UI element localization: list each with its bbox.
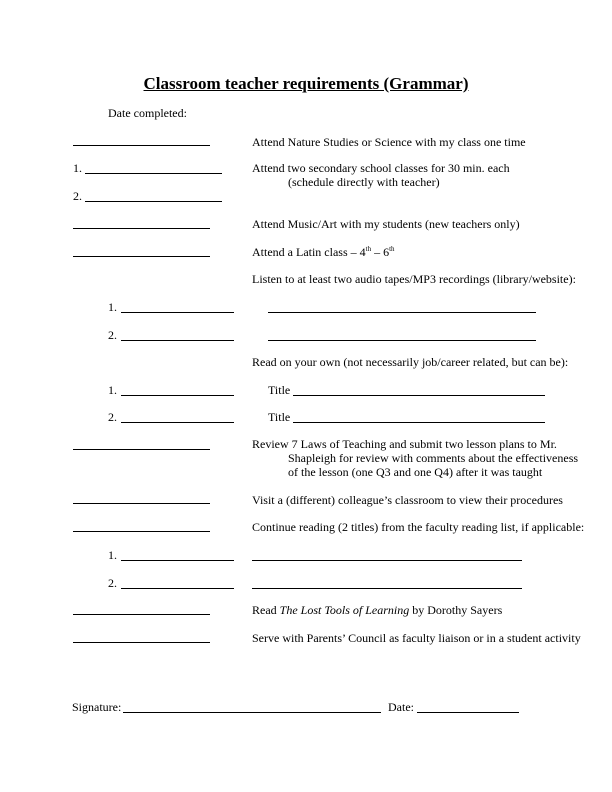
- req-music-art: Attend Music/Art with my students (new teachers only): [252, 217, 520, 231]
- completion-date-line-read-2[interactable]: [121, 422, 234, 423]
- audio-title-line-2[interactable]: [268, 340, 536, 341]
- completion-date-line-nature[interactable]: [73, 145, 210, 146]
- req-secondary-line2: (schedule directly with teacher): [288, 175, 440, 189]
- req-review-line3: of the lesson (one Q3 and one Q4) after it was taught: [288, 465, 543, 479]
- completion-date-line-faculty-1[interactable]: [121, 560, 234, 561]
- completion-date-line-music-art[interactable]: [73, 228, 210, 229]
- completion-date-line-review[interactable]: [73, 449, 210, 450]
- req-review-laws: [252, 437, 578, 479]
- req-visit-colleague: Visit a (different) colleague’s classroom to view their procedures: [252, 493, 563, 507]
- title-label: Title: [268, 383, 291, 397]
- req-nature-studies: Attend Nature Studies or Science with my class one time: [252, 135, 526, 149]
- book-title: The Lost Tools of Learning: [279, 603, 410, 617]
- number-label: 2.: [73, 189, 82, 203]
- completion-date-line-read-1[interactable]: [121, 395, 234, 396]
- number-label: 2.: [108, 576, 117, 590]
- req-continue-reading: Continue reading (2 titles) from the faculty reading list, if applicable:: [252, 520, 585, 534]
- title-label: Title: [268, 410, 291, 424]
- number-label: 1.: [108, 383, 117, 397]
- completion-date-line-lost-tools[interactable]: [73, 614, 210, 615]
- completion-date-line-visit[interactable]: [73, 503, 210, 504]
- req-review-line2: Shapleigh for review with comments about the effectiveness: [288, 451, 579, 465]
- req-secondary-classes: [252, 161, 510, 189]
- req-latin-class: Attend a Latin class – 4th – 6th: [252, 245, 395, 259]
- signature-label: Signature:: [72, 700, 122, 714]
- faculty-title-line-2[interactable]: [252, 588, 522, 589]
- signature-line[interactable]: [123, 712, 381, 713]
- audio-title-line-1[interactable]: [268, 312, 536, 313]
- faculty-title-line-1[interactable]: [252, 560, 522, 561]
- number-label: 1.: [108, 548, 117, 562]
- number-label: 1.: [73, 161, 82, 175]
- date-completed-label: Date completed:: [108, 106, 187, 120]
- completion-date-line-audio-1[interactable]: [121, 312, 234, 313]
- completion-date-line-parents-council[interactable]: [73, 642, 210, 643]
- completion-date-line-secondary-2[interactable]: [85, 201, 222, 202]
- completion-date-line-secondary-1[interactable]: [85, 173, 222, 174]
- completion-date-line-audio-2[interactable]: [121, 340, 234, 341]
- date-label: Date:: [388, 700, 414, 714]
- req-review-line1: Review 7 Laws of Teaching and submit two lesson plans to Mr.: [252, 437, 557, 451]
- signature-date-line[interactable]: [417, 712, 519, 713]
- req-read-own: Read on your own (not necessarily job/career related, but can be):: [252, 355, 569, 369]
- req-read-lost-tools: Read The Lost Tools of Learning by Dorothy Sayers: [252, 603, 503, 617]
- req-secondary-line1: Attend two secondary school classes for 30 min. each: [252, 161, 510, 175]
- page-title: Classroom teacher requirements (Grammar): [143, 74, 469, 93]
- completion-date-line-continue-reading[interactable]: [73, 531, 210, 532]
- number-label: 2.: [108, 410, 117, 424]
- number-label: 1.: [108, 300, 117, 314]
- completion-date-line-latin[interactable]: [73, 256, 210, 257]
- number-label: 2.: [108, 328, 117, 342]
- req-parents-council: Serve with Parents’ Council as faculty liaison or in a student activity: [252, 631, 581, 645]
- book-title-line-1[interactable]: [293, 395, 545, 396]
- book-title-line-2[interactable]: [293, 422, 545, 423]
- completion-date-line-faculty-2[interactable]: [121, 588, 234, 589]
- req-audio-recordings: Listen to at least two audio tapes/MP3 recordings (library/website):: [252, 272, 576, 286]
